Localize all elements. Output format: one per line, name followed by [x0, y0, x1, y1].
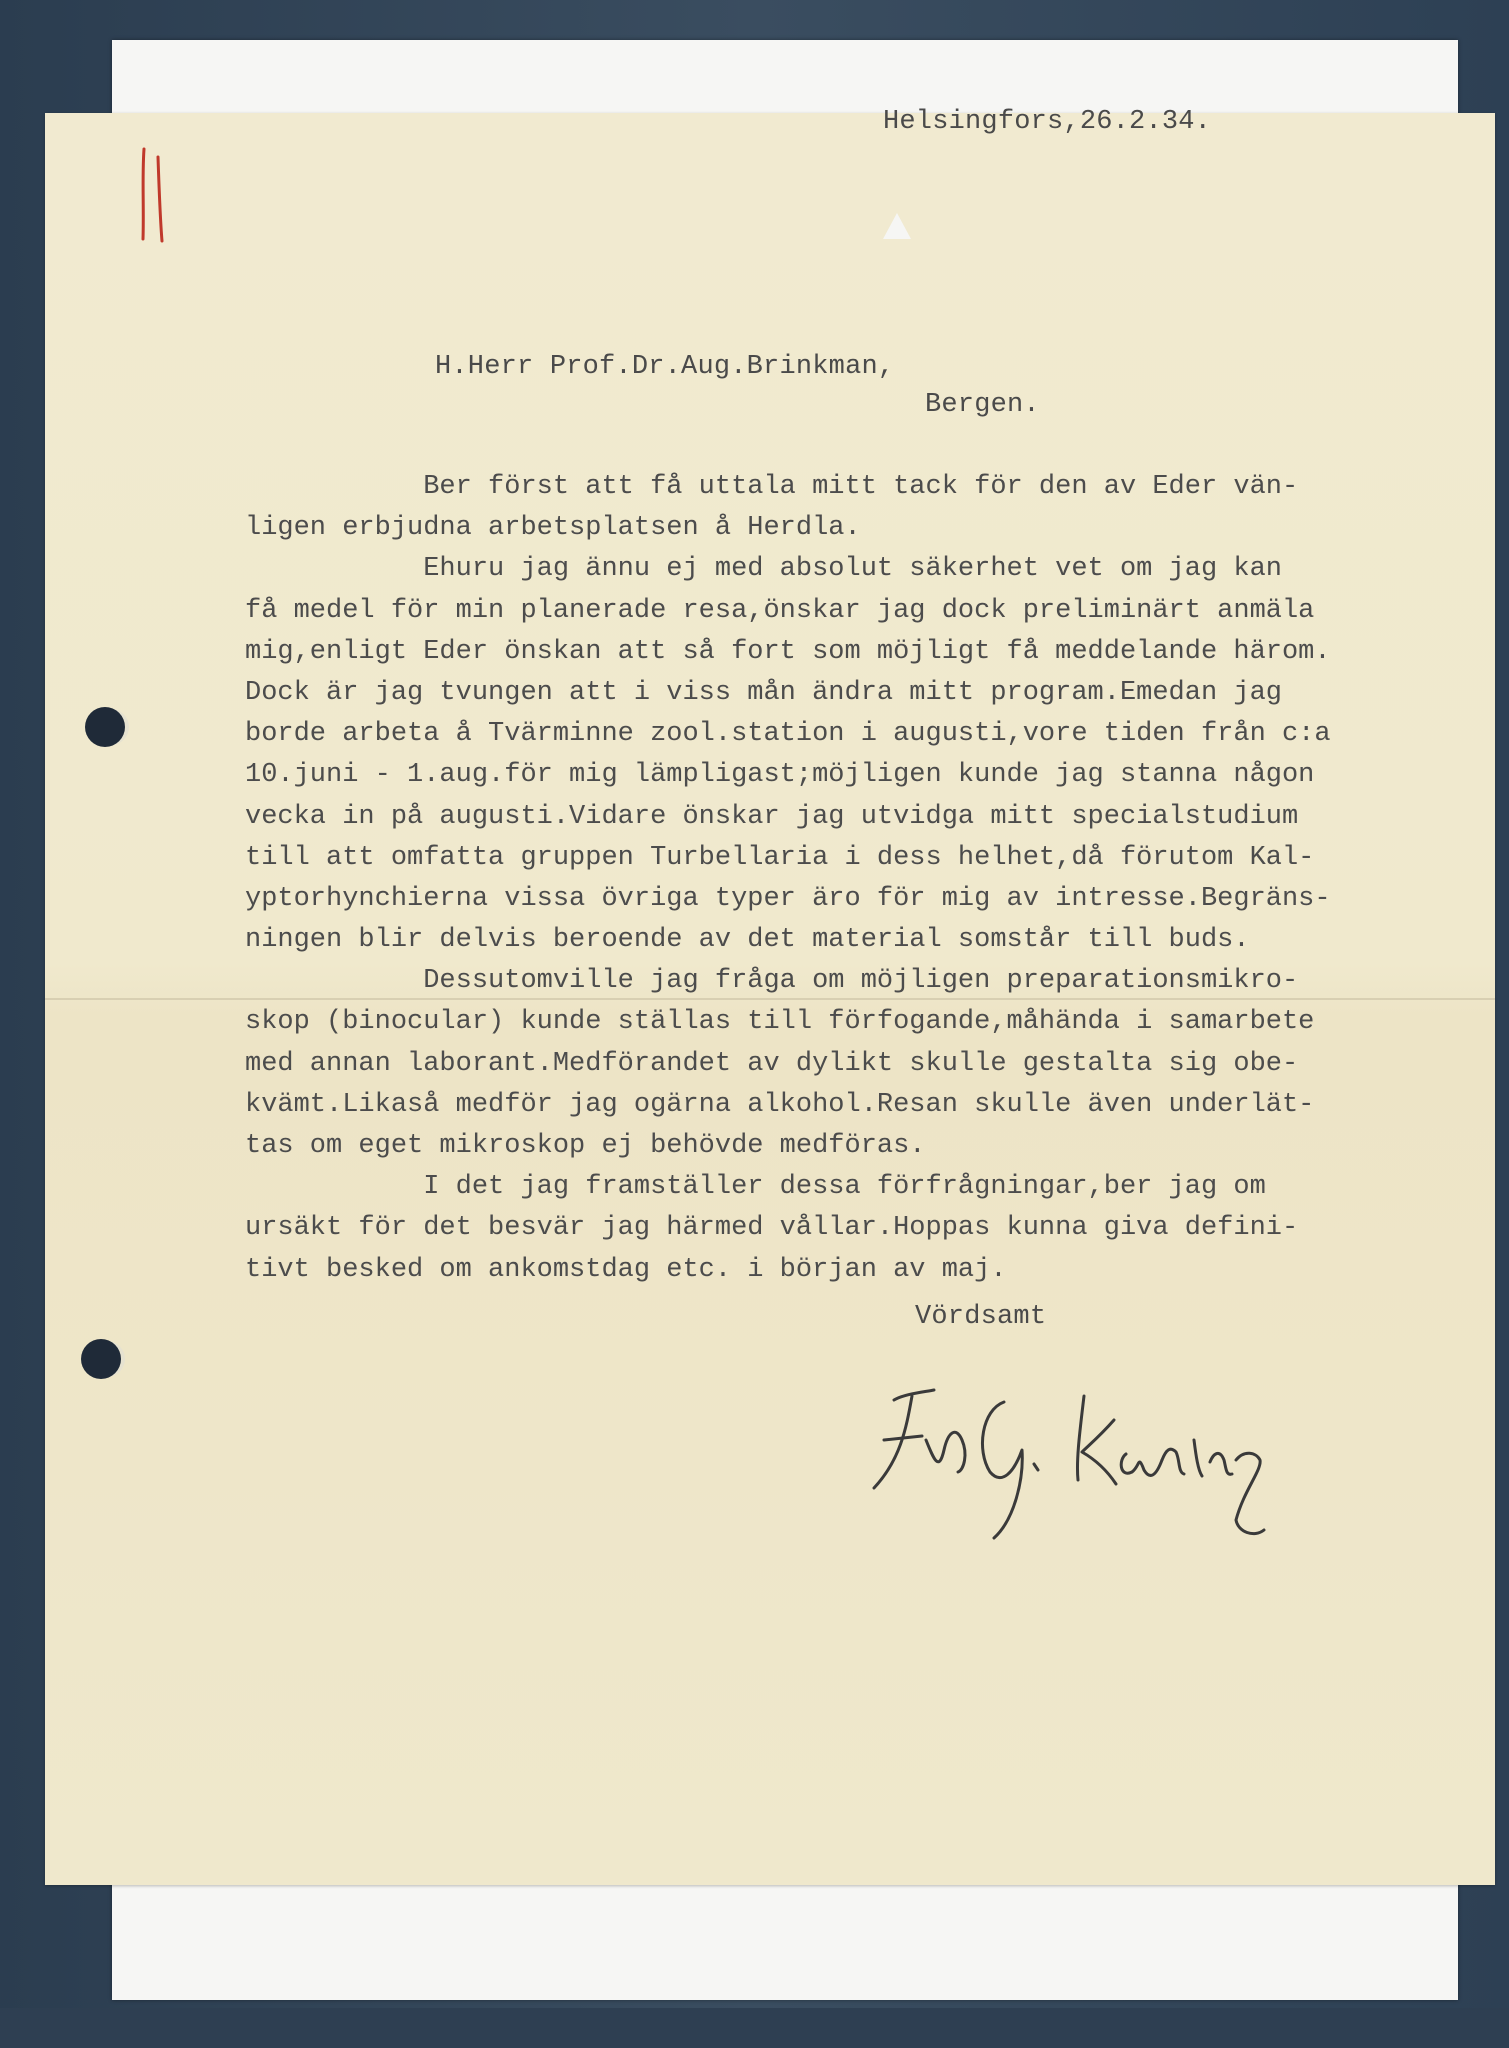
body-line: ligen erbjudna arbetsplatsen å Herdla. [245, 513, 861, 544]
body-line: vecka in på augusti.Vidare önskar jag utvidga mitt specialstudium [245, 801, 1299, 832]
body-line: tas om eget mikroskop ej behövde medföras. [245, 1131, 926, 1161]
body-line: borde arbeta å Tvärminne zool.station i augusti,vore tiden från c:a [245, 719, 1331, 750]
body-line: ningen blir delvis beroende av det material somstår till buds. [245, 925, 1250, 956]
body-line: till att omfatta gruppen Turbellaria i dess helhet,då förutom Kal- [245, 842, 1315, 873]
body-line: yptorhynchierna vissa övriga typer äro för mig av intresse.Begräns- [245, 883, 1331, 914]
body-line: Ber först att få uttala mitt tack för den av Eder vän- [245, 472, 1299, 502]
body-line: Dock är jag tvungen att i viss mån ändra mitt program.Emedan jag [245, 677, 1282, 708]
punch-hole-top [85, 707, 125, 747]
punch-hole-bottom [81, 1339, 121, 1379]
body-line: kvämt.Likaså medför jag ogärna alkohol.Resan skulle även underlät- [245, 1089, 1315, 1120]
body-line: 10.juni - 1.aug.för mig lämpligast;möjligen kunde jag stanna någon [245, 760, 1315, 791]
scan-bottom-edge [0, 2008, 1509, 2048]
body-line: I det jag framställer dessa förfrågningar,ber jag om [245, 1172, 1266, 1203]
body-line: Dessutomville jag fråga om möjligen preparationsmikro- [245, 966, 1299, 997]
body-line: med annan laborant.Medförandet av dylikt skulle gestalta sig obe- [245, 1048, 1299, 1079]
closing: Vördsamt [915, 1302, 1047, 1332]
letter-body [245, 467, 1331, 1291]
handwritten-signature [864, 1380, 1304, 1550]
place-date: Helsingfors,26.2.34. [883, 107, 1212, 137]
body-line: mig,enligt Eder önskan att så fort som möjligt få meddelande härom. [245, 636, 1331, 667]
body-line: skop (binocular) kunde ställas till förfogande,måhända i samarbete [245, 1007, 1315, 1038]
body-line: få medel för min planerade resa,önskar jag dock preliminärt anmäla [245, 595, 1315, 626]
addressee: H.Herr Prof.Dr.Aug.Brinkman, [435, 352, 895, 382]
body-line: Ehuru jag ännu ej med absolut säkerhet vet om jag kan [245, 554, 1282, 585]
body-line: ursäkt för det besvär jag härmed vållar.Hoppas kunna giva defini- [245, 1213, 1299, 1244]
red-pencil-mark [138, 147, 168, 243]
paper-tear [883, 213, 911, 239]
addressee-city: Bergen. [925, 390, 1040, 420]
body-line: tivt besked om ankomstdag etc. i början av maj. [245, 1254, 1007, 1285]
